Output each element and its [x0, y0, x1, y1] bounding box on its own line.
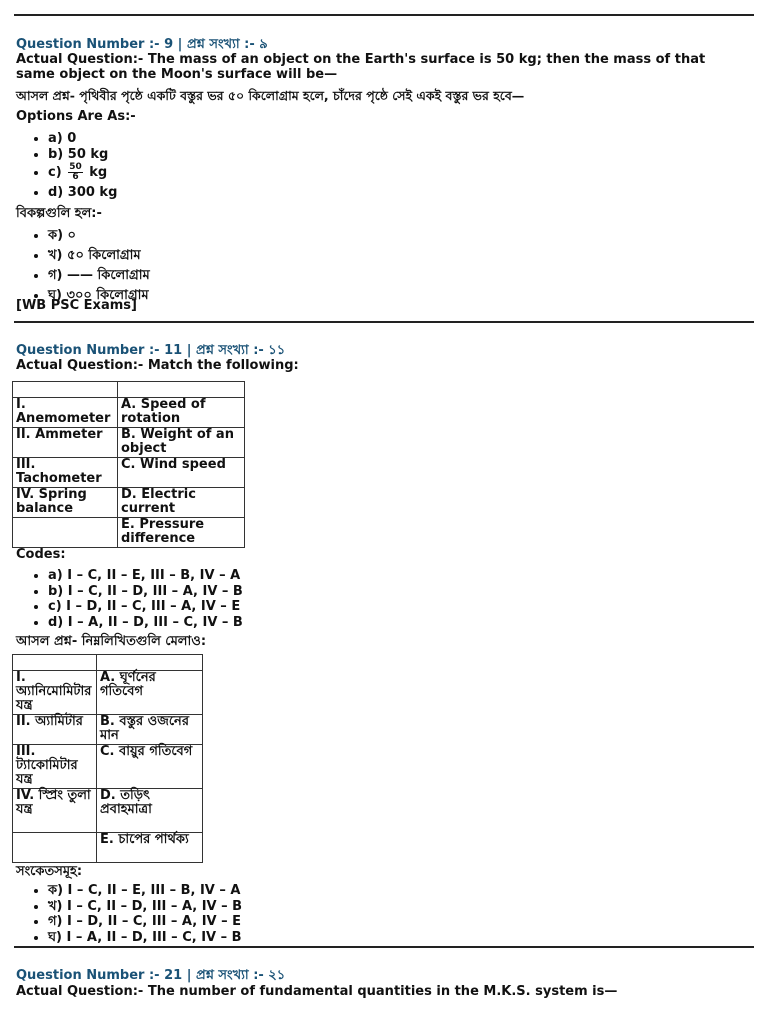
- table-cell: D. Electric current: [118, 488, 245, 518]
- table-row: [13, 655, 203, 671]
- question-9-heading: Question Number :- 9 | প্রশ্ন সংখ্যা :- ৯: [16, 37, 268, 52]
- bengali-option-ga: • গ) —— কিলোগ্রাম: [48, 266, 150, 286]
- table-row: [13, 398, 245, 428]
- table-cell: [13, 382, 118, 398]
- divider: [14, 946, 754, 948]
- table-cell: C. Wind speed: [118, 458, 245, 488]
- table-row: [13, 488, 245, 518]
- table-row: [13, 382, 245, 398]
- question-11-bengali-text: আসল প্রশ্ন- নিম্নলিখিতগুলি মেলাও:: [16, 634, 207, 649]
- bengali-options-list: [30, 226, 150, 306]
- table-row: [13, 745, 203, 789]
- bengali-codes-heading: সংকেতসমূহ:: [16, 864, 83, 879]
- table-cell: I. অ্যানিমোমিটার যন্ত্র: [13, 671, 97, 715]
- table-cell: [13, 655, 97, 671]
- table-cell: [13, 518, 118, 548]
- table-row: [13, 428, 245, 458]
- code-c: • c) I – D, II – C, III – A, IV – E: [48, 599, 243, 615]
- table-row: [13, 715, 203, 745]
- table-row: [13, 833, 203, 863]
- question-11-heading: Question Number :- 11 | প্রশ্ন সংখ্যা :- ১১: [16, 343, 286, 358]
- options-list: [30, 131, 117, 201]
- table-cell: [97, 655, 203, 671]
- code-b: • b) I – C, II – D, III – A, IV – B: [48, 584, 243, 600]
- question-11-text: Actual Question:- Match the following:: [16, 358, 299, 373]
- table-cell: [13, 833, 97, 863]
- table-row: [13, 518, 245, 548]
- question-21-text: Actual Question:- The number of fundamental quantities in the M.K.S. system is—: [16, 984, 618, 999]
- table-cell: I. Anemometer: [13, 398, 118, 428]
- question-9-text: Actual Question:- The mass of an object on the Earth's surface is 50 kg; then the mass of that same object on the Moon's surface will be—: [16, 52, 706, 82]
- bengali-code-ga: • গ) I – D, II – C, III – A, IV – E: [48, 914, 242, 930]
- table-cell: III. ট্যাকোমিটার যন্ত্র: [13, 745, 97, 789]
- divider: [14, 14, 754, 16]
- option-b: • b) 50 kg: [48, 147, 117, 163]
- table-cell: D. তড়িৎ প্রবাহমাত্রা: [97, 789, 203, 833]
- fraction-numerator: 50: [69, 162, 82, 172]
- fraction: [68, 163, 83, 182]
- table-cell: III. Tachometer: [13, 458, 118, 488]
- fraction-denominator: 6: [72, 172, 79, 182]
- table-row: [13, 458, 245, 488]
- table-cell: C. বায়ুর গতিবেগ: [97, 745, 203, 789]
- bengali-option-ka: • ক) ০: [48, 226, 150, 246]
- bengali-options-heading: বিকল্পগুলি হল:-: [16, 206, 102, 221]
- table-row: [13, 671, 203, 715]
- bengali-code-gha: • ঘ) I – A, II – D, III – C, IV – B: [48, 930, 242, 946]
- table-cell: B. বস্তুর ওজনের মান: [97, 715, 203, 745]
- bengali-option-kha: • খ) ৫০ কিলোগ্রাম: [48, 246, 150, 266]
- table-cell: E. চাপের পার্থক্য: [97, 833, 203, 863]
- table-row: [13, 789, 203, 833]
- exam-source: [WB PSC Exams]: [16, 298, 137, 313]
- table-cell: E. Pressure difference: [118, 518, 245, 548]
- table-cell: IV. Spring balance: [13, 488, 118, 518]
- question-9-bengali-text: আসল প্রশ্ন- পৃথিবীর পৃষ্ঠে একটি বস্তুর ভর ৫০ কিলোগ্রাম হলে, চাঁদের পৃষ্ঠে সেই একই বস্তুর ভর হবে—: [16, 88, 525, 103]
- bengali-codes-list: [30, 883, 242, 945]
- option-c: [48, 163, 117, 185]
- match-table: [12, 381, 245, 548]
- code-a: • a) I – C, II – E, III – B, IV – A: [48, 568, 243, 584]
- codes-heading: Codes:: [16, 547, 66, 562]
- options-heading: Options Are As:-: [16, 109, 136, 124]
- table-cell: II. Ammeter: [13, 428, 118, 458]
- bengali-code-ka: • ক) I – C, II – E, III – B, IV – A: [48, 883, 242, 899]
- divider: [14, 321, 754, 323]
- code-d: • d) I – A, II – D, III – C, IV – B: [48, 615, 243, 631]
- bengali-match-table: [12, 654, 203, 863]
- table-cell: A. ঘূর্ণনের গতিবেগ: [97, 671, 203, 715]
- table-cell: B. Weight of an object: [118, 428, 245, 458]
- bengali-option-gha: • ঘ) ৩০০ কিলোগ্রাম: [48, 286, 150, 306]
- codes-list: [30, 568, 243, 630]
- option-c-label: c): [48, 165, 62, 180]
- table-cell: [118, 382, 245, 398]
- option-c-unit: kg: [89, 165, 108, 180]
- question-21-heading: Question Number :- 21 | প্রশ্ন সংখ্যা :- ২১: [16, 968, 286, 983]
- table-cell: IV. স্প্রিং তুলা যন্ত্র: [13, 789, 97, 833]
- table-cell: A. Speed of rotation: [118, 398, 245, 428]
- option-d: • d) 300 kg: [48, 185, 117, 201]
- bengali-code-kha: • খ) I – C, II – D, III – A, IV – B: [48, 899, 242, 915]
- table-cell: II. অ্যামিটার: [13, 715, 97, 745]
- option-a: • a) 0: [48, 131, 117, 147]
